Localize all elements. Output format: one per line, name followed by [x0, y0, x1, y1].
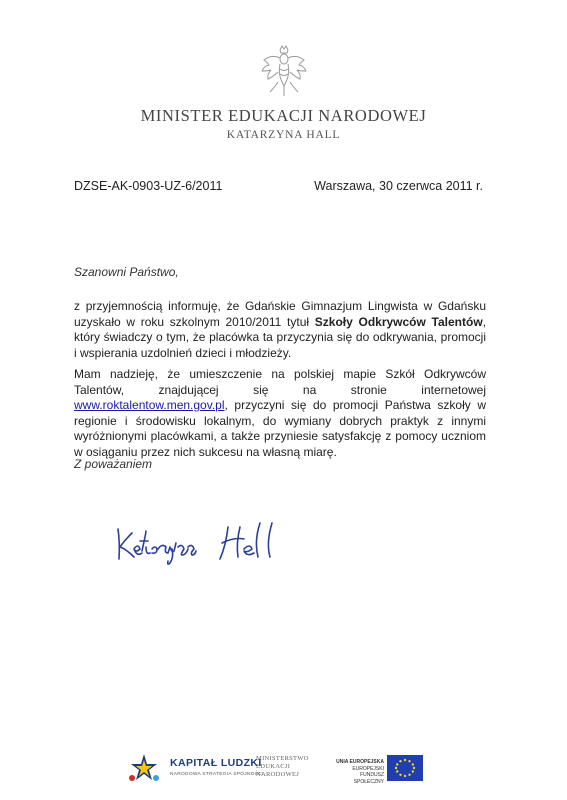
eu-logo-text [330, 759, 384, 785]
eu-title: UNIA EUROPEJSKA [336, 759, 384, 765]
reference-number: DZSE-AK-0903-UZ-6/2011 [74, 179, 223, 193]
men-line-2: EDUKACJI [256, 763, 291, 770]
kapital-ludzki-title: KAPITAŁ LUDZKI [170, 757, 262, 769]
salutation: Szanowni Państwo, [74, 265, 179, 279]
men-line-1: MINISTERSTWO [256, 755, 309, 762]
eu-flag-icon [387, 755, 423, 781]
ministry-title: MINISTER EDUKACJI NARODOWEJ [140, 106, 427, 125]
place-date: Warszawa, 30 czerwca 2011 r. [314, 179, 483, 193]
men-line-3: NARODOWEJ [256, 771, 300, 778]
eagle-emblem-icon [258, 44, 310, 100]
minister-name: KATARZYNA HALL [226, 129, 341, 141]
p2-text-start: Mam nadzieję, że umieszczenie na polskiej mapie Szkół Odkrywców Talentów, znajdującej się na stronie internetowej [74, 367, 486, 397]
kapital-ludzki-subtitle: NARODOWA STRATEGIA SPÓJNOŚCI [170, 772, 264, 777]
p2-text-end: , przyczyni się do promocji Państwa szkoły w regionie i środowisku lokalnym, do wymiany dobrych praktyk z innymi wyróżnionymi placówkami, a także przyniesie satysfakcję z pomocy uczniom w osiąganiu przez nich sukcesu na własną miarę. [74, 398, 486, 459]
award-title: Szkoły Odkrywców Talentów [314, 314, 483, 329]
website-link[interactable]: www.roktalentow.men.gov.pl [74, 398, 225, 412]
p1-text-start: z przyjemnością informuję, że Gdańskie Gimnazjum Lingwista w Gdańsku uzyskało w roku szkolnym 2010/2011 tytuł [74, 299, 486, 329]
signature [112, 519, 292, 567]
paragraph-1 [74, 299, 486, 361]
eu-line-2: EUROPEJSKI [352, 765, 384, 772]
p1-text-end: , który świadczy o tym, że placówka ta przyczynia się do odkrywania, promocji i wspierania uzdolnień dzieci i młodzieży. [74, 314, 486, 360]
closing: Z poważaniem [74, 457, 153, 471]
kapital-ludzki-logo-icon [126, 752, 162, 786]
men-logo-text [256, 755, 326, 779]
paragraph-2 [74, 367, 486, 460]
eu-line-3: FUNDUSZ SPOŁECZNY [353, 772, 384, 785]
